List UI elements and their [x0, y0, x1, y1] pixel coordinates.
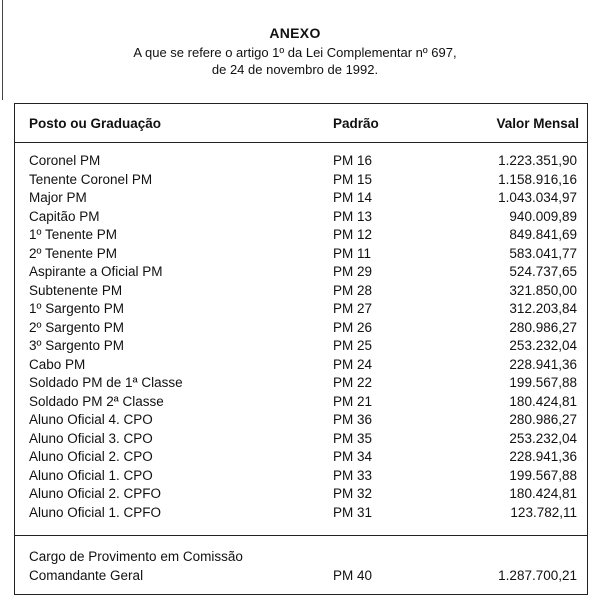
cell-padrao: PM 28 [333, 282, 373, 298]
table-body [15, 152, 587, 522]
cell-valor: 253.232,04 [509, 430, 577, 446]
cell-valor: 940.009,89 [509, 208, 577, 224]
cell-posto: Aspirante a Oficial PM [29, 264, 163, 279]
cell-posto: Capitão PM [29, 208, 100, 224]
cell-posto: 3º Sargento PM [29, 338, 124, 353]
cell-posto: Soldado PM de 1ª Classe [29, 375, 183, 390]
table-row [15, 356, 587, 375]
commission-section-title: Cargo de Provimento em Comissão [29, 549, 243, 564]
table-row [15, 263, 587, 282]
document-header [0, 24, 590, 78]
table-row [15, 411, 587, 430]
commission-valor: 1.287.700,21 [498, 568, 577, 583]
table-row [15, 171, 587, 190]
table-row [15, 430, 587, 449]
cell-posto: Major PM [29, 190, 87, 205]
cell-padrao: PM 13 [333, 208, 373, 224]
cell-posto: Aluno Oficial 4. CPO [29, 412, 153, 427]
cell-valor: 524.737,65 [509, 264, 577, 279]
cell-padrao: PM 31 [333, 504, 373, 520]
cell-posto: Tenente Coronel PM [29, 171, 153, 187]
cell-padrao: PM 15 [333, 171, 373, 187]
cell-padrao: PM 33 [333, 467, 373, 483]
cell-valor: 849.841,69 [509, 227, 577, 242]
cell-padrao: PM 12 [333, 227, 373, 242]
table-row [15, 319, 587, 338]
column-header-padrao: Padrão [333, 116, 379, 131]
table-row [15, 189, 587, 208]
column-header-posto: Posto ou Graduação [29, 116, 162, 131]
table-row [15, 467, 587, 486]
cell-posto: Soldado PM 2ª Classe [29, 393, 164, 409]
cell-padrao: PM 24 [333, 356, 373, 372]
cell-posto: Subtenente PM [29, 282, 123, 298]
column-header-valor: Valor Mensal [496, 116, 579, 131]
cell-valor: 280.986,27 [509, 319, 577, 335]
cell-valor: 583.041,77 [509, 245, 577, 261]
annex-subtitle-line-1: A que se refere o artigo 1º da Lei Complementar nº 697, [133, 45, 457, 60]
table-row [15, 393, 587, 412]
table-row [15, 504, 587, 523]
cell-valor: 228.941,36 [509, 449, 577, 464]
annex-subtitle-line-2: de 24 de novembro de 1992. [211, 62, 379, 77]
cell-padrao: PM 36 [333, 412, 373, 427]
commission-posto: Comandante Geral [29, 568, 144, 583]
cell-valor: 199.567,88 [509, 467, 577, 483]
cell-padrao: PM 22 [333, 375, 373, 390]
cell-posto: 1º Tenente PM [29, 227, 117, 242]
cell-posto: Aluno Oficial 2. CPFO [29, 486, 162, 501]
salary-table [14, 103, 588, 595]
cell-valor: 1.043.034,97 [498, 190, 577, 205]
cell-padrao: PM 34 [333, 449, 373, 464]
cell-posto: 2º Tenente PM [29, 245, 117, 261]
cell-valor: 312.203,84 [509, 301, 577, 316]
table-row [15, 485, 587, 504]
cell-padrao: PM 27 [333, 301, 373, 316]
cell-padrao: PM 25 [333, 338, 373, 353]
cell-posto: Coronel PM [29, 153, 101, 168]
cell-posto: 1º Sargento PM [29, 301, 124, 316]
cell-posto: Aluno Oficial 2. CPO [29, 449, 153, 464]
table-row [15, 374, 587, 393]
table-row [15, 152, 587, 171]
cell-padrao: PM 29 [333, 264, 373, 279]
cell-padrao: PM 35 [333, 430, 373, 446]
cell-posto: 2º Sargento PM [29, 319, 124, 335]
cell-valor: 321.850,00 [509, 282, 577, 298]
cell-valor: 180.424,81 [509, 393, 577, 409]
commission-padrao: PM 40 [333, 568, 373, 583]
table-row [15, 337, 587, 356]
cell-valor: 253.232,04 [509, 338, 577, 353]
cell-valor: 199.567,88 [509, 375, 577, 390]
cell-padrao: PM 11 [333, 245, 372, 261]
cell-padrao: PM 26 [333, 319, 373, 335]
table-row [15, 300, 587, 319]
cell-padrao: PM 14 [333, 190, 373, 205]
table-row [15, 245, 587, 264]
cell-padrao: PM 32 [333, 486, 373, 501]
cell-posto: Aluno Oficial 1. CPFO [29, 504, 162, 520]
table-row [15, 282, 587, 301]
table-header-row [15, 104, 587, 143]
annex-title: ANEXO [269, 25, 321, 41]
table-row [15, 448, 587, 467]
cell-padrao: PM 16 [333, 153, 373, 168]
cell-valor: 228.941,36 [509, 356, 577, 372]
table-row [15, 226, 587, 245]
cell-valor: 180.424,81 [509, 486, 577, 501]
commission-section [15, 535, 587, 595]
cell-valor: 123.782,11 [510, 504, 577, 520]
cell-valor: 280.986,27 [509, 412, 577, 427]
cell-valor: 1.223.351,90 [498, 153, 577, 168]
cell-posto: Aluno Oficial 3. CPO [29, 430, 153, 446]
cell-posto: Cabo PM [29, 356, 86, 372]
cell-valor: 1.158.916,16 [498, 171, 577, 187]
table-row [15, 208, 587, 227]
cell-posto: Aluno Oficial 1. CPO [29, 467, 153, 483]
cell-padrao: PM 21 [333, 393, 373, 409]
